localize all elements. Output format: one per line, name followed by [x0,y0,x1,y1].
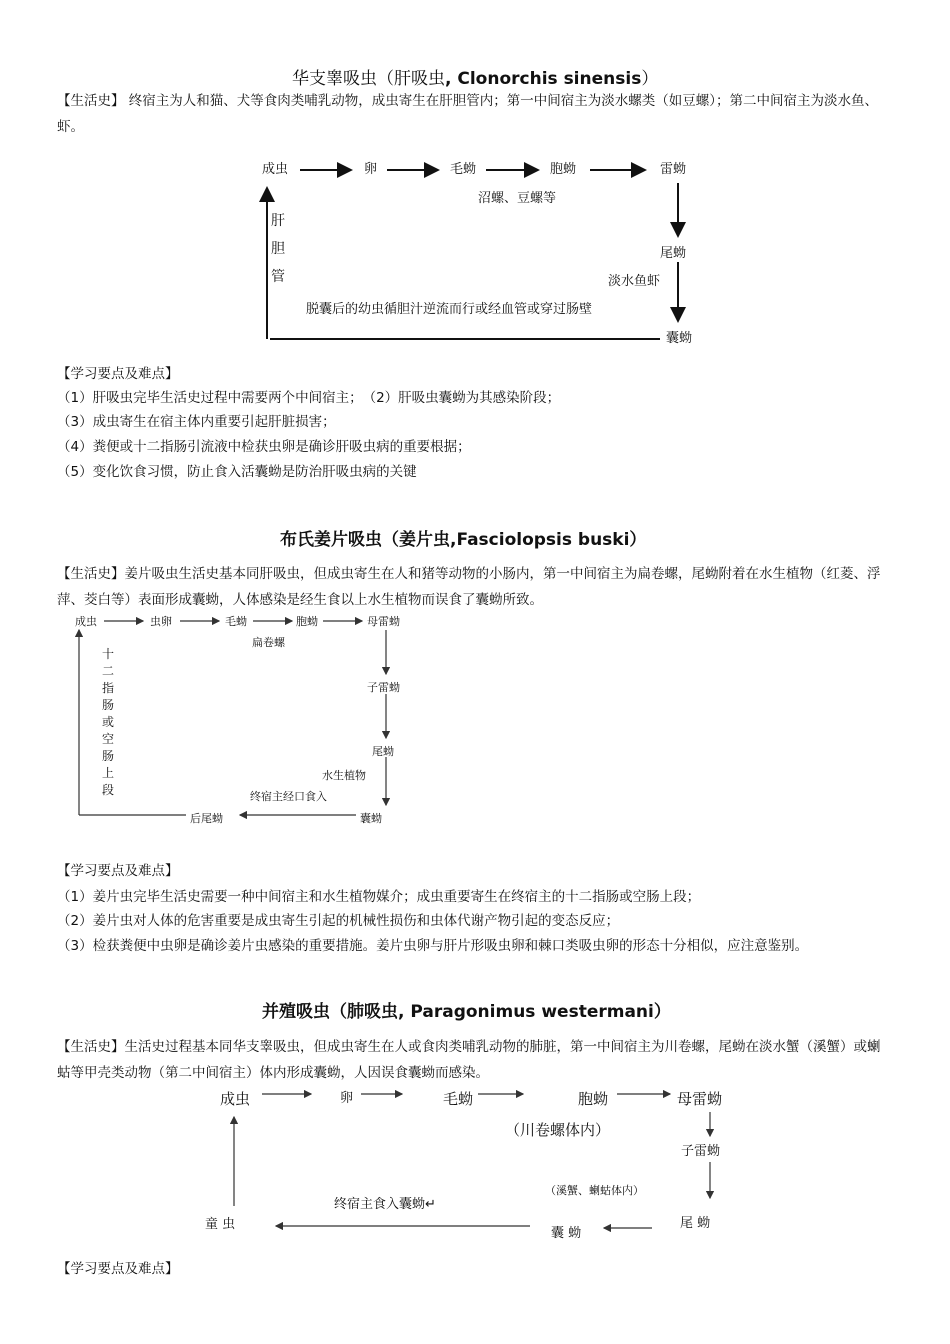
d3-node-egg: 卵 [340,1091,354,1106]
section1-points-title: 【学习要点及难点】 [57,366,179,382]
section1-point-4: （5）变化饮食习惯，防止食入活囊蚴是防治肝吸虫病的关键 [57,464,417,480]
title-latin: , Clonorchis sinensis [445,69,642,89]
d2-node-excysted: 后尾蚴 [190,812,223,825]
d1-vertical-label: 肝胆管 [271,213,285,285]
d2-node-daughter-redia: 子雷蚴 [367,681,400,694]
section2-points-title: 【学习要点及难点】 [57,863,179,879]
d2-vertical-label: 十二指肠或空肠上段 [101,647,114,797]
section2-point-3: （3）检获粪便中虫卵是确诊姜片虫感染的重要措施。姜片虫卵与肝片形吸虫卵和棘口类吸虫卵的形态十分相似，应注意鉴别。 [57,938,809,954]
d2-host2: 水生植物 [322,769,366,782]
section1-point-3: （4）粪便或十二指肠引流液中检获虫卵是确诊肝吸虫病的重要根据； [57,439,471,455]
d2-node-mother-redia: 母雷蚴 [367,615,400,628]
d2-node-adult: 成虫 [75,615,97,628]
d3-node-metacercaria: 囊 蚴 [551,1226,582,1241]
d3-node-juvenile: 童 虫 [205,1217,236,1232]
section1-point-1: （1）肝吸虫完毕生活史过程中需要两个中间宿主； （2）肝吸虫囊蚴为其感染阶段； [57,390,561,406]
title-cn: 并殖吸虫（肺吸虫 [262,1002,398,1022]
section2-title: 布氏姜片吸虫（姜片虫,Fasciolopsis buski） [280,530,647,550]
d2-node-egg: 虫卵 [150,615,172,628]
d1-node-egg: 卵 [364,162,378,177]
title-latin: , Paragonimus westermani [398,1002,654,1022]
d3-host2: （溪蟹、蝲蛄体内） [545,1184,644,1197]
d3-node-cercaria: 尾 蚴 [680,1216,711,1231]
title-cn: 华支睾吸虫（肝吸虫 [292,69,445,89]
d2-route: 终宿主经口食入 [250,790,327,803]
d1-bottom-route: 脱囊后的幼虫循胆汁逆流而行或经血管或穿过肠壁 [306,302,593,317]
d1-node-metacercaria: 囊蚴 [666,331,693,346]
d1-node-redia: 雷蚴 [660,162,687,177]
section3-points-title: 【学习要点及难点】 [57,1261,179,1277]
d3-route: 终宿主食入囊蚴↵ [334,1197,436,1212]
section1-life-history: 【生活史】 终宿主为人和猫、犬等食肉类哺乳动物，成虫寄生在肝胆管内；第一中间宿主为淡水螺类（如豆螺）；第二中间宿主为淡水鱼、虾。 [57,93,879,135]
d2-node-cercaria: 尾蚴 [372,745,394,758]
d1-host1: 沼螺、豆螺等 [478,191,557,206]
d3-node-adult: 成虫 [220,1090,251,1108]
section2-point-2: （2）姜片虫对人体的危害重要是成虫寄生引起的机械性损伤和虫体代谢产物引起的变态反应； [57,913,620,929]
d3-node-mother-redia: 母雷蚴 [677,1090,723,1108]
d1-node-cercaria: 尾蚴 [660,246,687,261]
d2-node-sporocyst: 胞蚴 [296,615,318,628]
d2-host1: 扁卷螺 [252,636,285,649]
d1-host2: 淡水鱼虾 [608,274,661,289]
section2-life-history: 【生活史】姜片吸虫生活史基本同肝吸虫，但成虫寄生在人和猪等动物的小肠内，第一中间宿主为扁卷螺，尾蚴附着在水生植物（红菱、浮萍、茭白等）表面形成囊蚴，人体感染是经生食以上水生植物而误食了囊蚴所致。 [57,566,881,608]
d3-node-sporocyst: 胞蚴 [578,1090,609,1108]
d1-node-adult: 成虫 [262,162,289,177]
section3-title [262,997,671,1022]
d1-node-sporocyst: 胞蚴 [550,162,577,177]
d2-node-miracidium: 毛蚴 [225,615,247,628]
title-end: ） [653,1002,671,1022]
section2-point-1: （1）姜片虫完毕生活史需要一种中间宿主和水生植物媒介；成虫重要寄生在终宿主的十二指肠或空肠上段； [57,889,701,905]
d2-node-metacercaria: 囊蚴 [360,812,382,825]
d3-host1: （川卷螺体内） [505,1121,611,1139]
section3-life-history: 【生活史】生活史过程基本同华支睾吸虫，但成虫寄生在人或食肉类哺乳动物的肺脏，第一中间宿主为川卷螺，尾蚴在淡水蟹（溪蟹）或蝲蛄等甲壳类动物（第二中间宿主）体内形成囊蚴，人因误食囊蚴而感染。 [57,1039,881,1081]
section1-point-2: （3）成虫寄生在宿主体内重要引起肝脏损害； [57,414,336,430]
d3-node-miracidium: 毛蚴 [443,1090,474,1108]
title-end: ） [641,69,659,89]
d1-node-miracidium: 毛蚴 [450,162,477,177]
d3-node-daughter-redia: 子雷蚴 [681,1144,721,1159]
